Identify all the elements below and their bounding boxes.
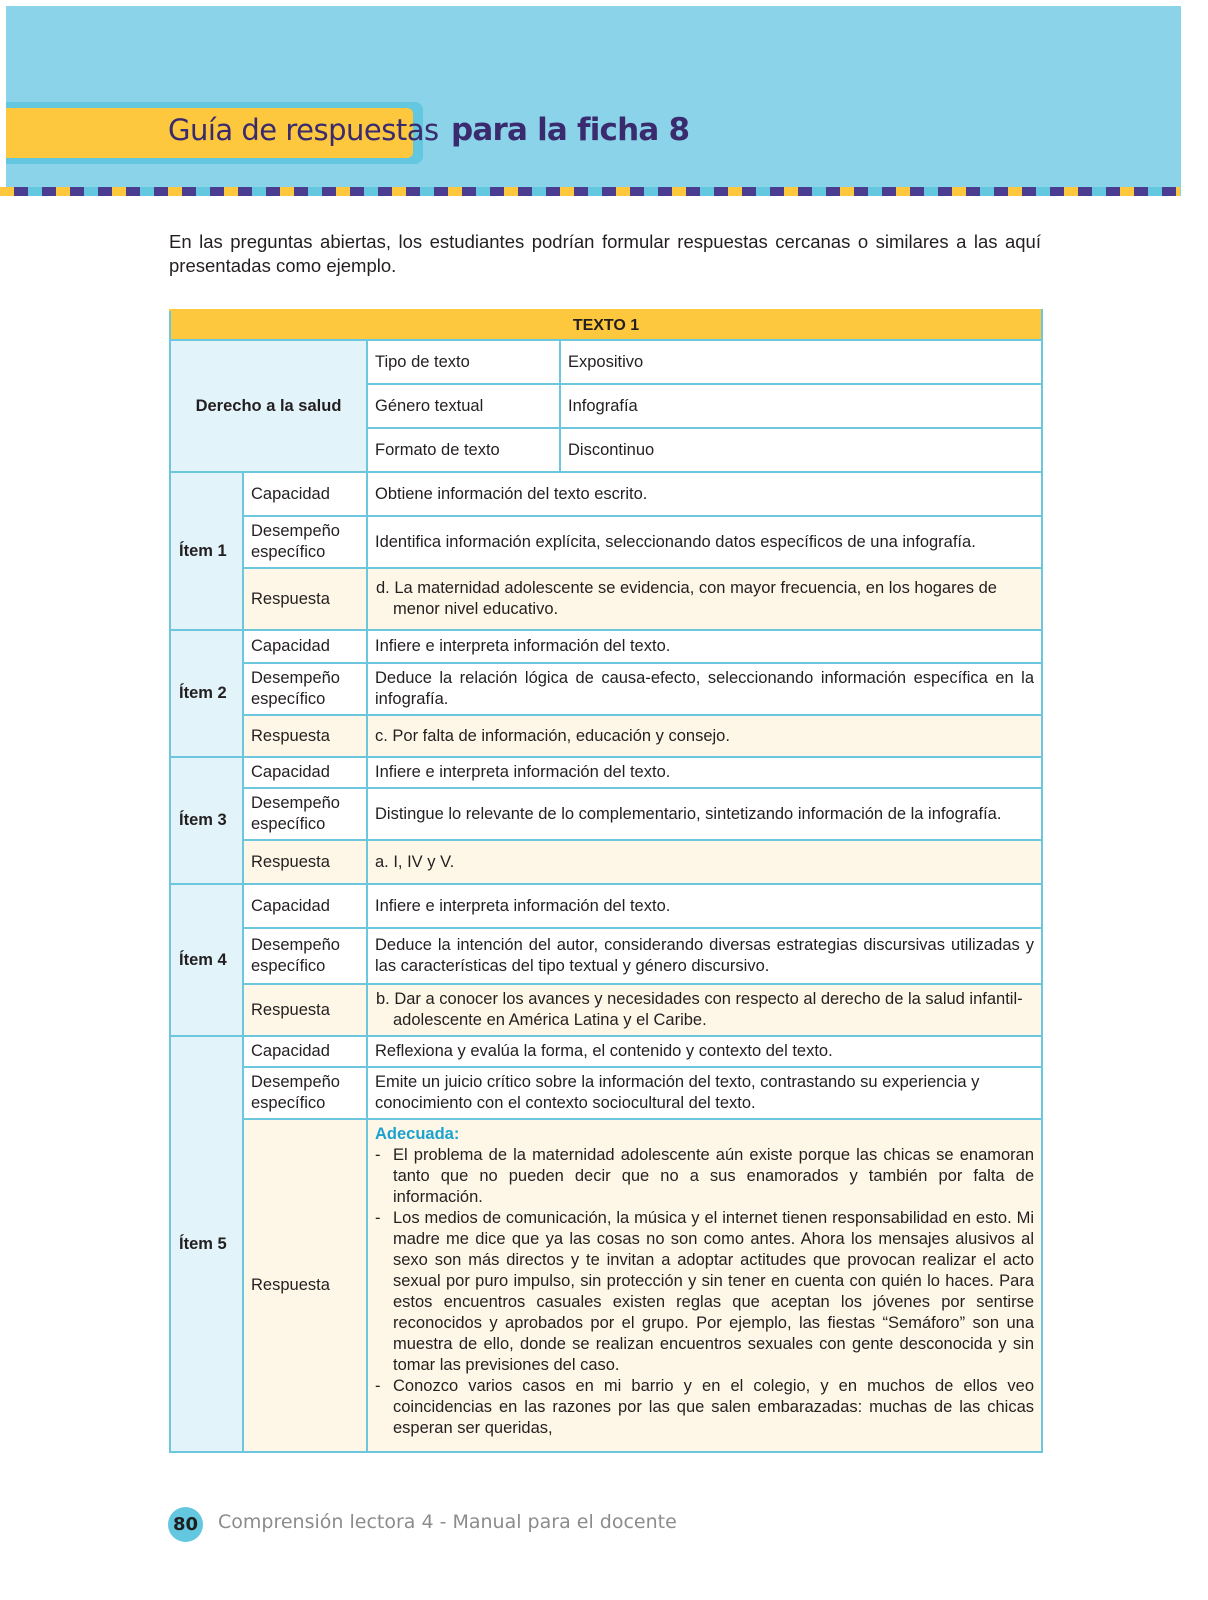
respuesta-text: c. Por falta de información, educación y consejo. — [367, 715, 1042, 757]
desempeno-row — [170, 516, 1042, 568]
row-label: Respuesta — [243, 840, 367, 884]
footer-text: Comprensión lectora 4 - Manual para el docente — [218, 1511, 677, 1533]
adecuada-heading: Adecuada: — [375, 1125, 460, 1143]
header-banner — [6, 6, 1181, 196]
dash-bullet-icon: - — [375, 1377, 381, 1395]
item-label: Ítem 2 — [170, 630, 243, 757]
row-label: Capacidad — [243, 884, 367, 928]
meta-row — [170, 340, 1042, 384]
row-label: Desempeño específico — [243, 928, 367, 984]
answer-bullet-text: El problema de la maternidad adolescente aún existe porque las chicas se enamoran tanto que no pueden decir que no a sus enamorados y también por falta de información. — [393, 1146, 1035, 1206]
decorative-stripe — [0, 187, 1180, 196]
respuesta-row — [170, 1119, 1042, 1452]
meta-label: Género textual — [367, 384, 560, 428]
capacidad-text: Infiere e interpreta información del texto. — [367, 757, 1042, 788]
answer-bullet-list — [375, 1145, 1034, 1439]
dash-bullet-icon: - — [375, 1146, 381, 1164]
intro-paragraph: En las preguntas abiertas, los estudiantes podrían formular respuestas cercanas o similares a las aquí presentadas como ejemplo. — [169, 231, 1041, 276]
desempeno-text: Emite un juicio crítico sobre la información del texto, contrastando su experiencia y conocimiento con el contexto sociocultural del texto. — [367, 1067, 1042, 1119]
row-label: Desempeño específico — [243, 516, 367, 568]
desempeno-text: Identifica información explícita, seleccionando datos específicos de una infografía. — [367, 516, 1042, 568]
item-label: Ítem 4 — [170, 884, 243, 1036]
capacidad-text: Obtiene información del texto escrito. — [367, 472, 1042, 516]
answer-bullet — [375, 1376, 1034, 1439]
respuesta-row — [170, 715, 1042, 757]
page-number: 80 — [168, 1507, 203, 1542]
row-label: Desempeño específico — [243, 663, 367, 715]
capacidad-row — [170, 630, 1042, 663]
guide-title: Guía de respuestas — [168, 113, 439, 147]
capacidad-row — [170, 1036, 1042, 1067]
answer-bullet — [375, 1145, 1034, 1208]
respuesta-text: b. Dar a conocer los avances y necesidades con respecto al derecho de la salud infantil-adolescente en América Latina y el Caribe. — [367, 984, 1042, 1036]
desempeno-text: Distingue lo relevante de lo complementario, sintetizando información de la infografía. — [367, 788, 1042, 840]
row-label: Desempeño específico — [243, 788, 367, 840]
meta-value: Expositivo — [560, 340, 1042, 384]
desempeno-text: Deduce la relación lógica de causa-efecto, seleccionando información específica en la infografía. — [367, 663, 1042, 715]
item-label: Ítem 1 — [170, 472, 243, 630]
respuesta-row — [170, 568, 1042, 630]
respuesta-cell — [367, 1119, 1042, 1452]
meta-value: Infografía — [560, 384, 1042, 428]
row-label: Capacidad — [243, 630, 367, 663]
respuesta-text: d. La maternidad adolescente se evidencia, con mayor frecuencia, en los hogares de menor nivel educativo. — [367, 568, 1042, 630]
respuesta-text: a. I, IV y V. — [367, 840, 1042, 884]
capacidad-row — [170, 884, 1042, 928]
capacidad-row — [170, 757, 1042, 788]
respuesta-row — [170, 840, 1042, 884]
capacidad-text: Infiere e interpreta información del texto. — [367, 884, 1042, 928]
answer-bullet — [375, 1208, 1034, 1376]
dash-bullet-icon: - — [375, 1209, 381, 1227]
meta-value: Discontinuo — [560, 428, 1042, 472]
row-label: Respuesta — [243, 715, 367, 757]
topic-cell: Derecho a la salud — [170, 340, 367, 472]
row-label: Respuesta — [243, 568, 367, 630]
desempeno-row — [170, 928, 1042, 984]
row-label: Capacidad — [243, 1036, 367, 1067]
capacidad-text: Infiere e interpreta información del texto. — [367, 630, 1042, 663]
desempeno-text: Deduce la intención del autor, considerando diversas estrategias discursivas utilizadas y las características del tipo textual y género discursivo. — [367, 928, 1042, 984]
capacidad-text: Reflexiona y evalúa la forma, el contenido y contexto del texto. — [367, 1036, 1042, 1067]
meta-label: Formato de texto — [367, 428, 560, 472]
table-title-row — [170, 310, 1042, 340]
desempeno-row — [170, 663, 1042, 715]
desempeno-row — [170, 1067, 1042, 1119]
respuesta-row — [170, 984, 1042, 1036]
item-label: Ítem 3 — [170, 757, 243, 884]
item-label: Ítem 5 — [170, 1036, 243, 1452]
row-label: Desempeño específico — [243, 1067, 367, 1119]
table-title: TEXTO 1 — [170, 310, 1042, 340]
row-label: Capacidad — [243, 472, 367, 516]
answer-bullet-text: Los medios de comunicación, la música y el internet tienen responsabilidad en esto. Mi madre me dice que ya las cosas no son como antes. Ahora los mensajes alusivos al sexo son más directos y te invitan a adoptar actitudes que provocan realizar el acto sexual por puro impulso, sin protección y sin tener en cuenta con quién lo haces. Para estos encuentros casuales existen reglas que aceptan los jóvenes por sentirse reconocidos y aprobados por el grupo. Por ejemplo, las fiestas “Semáforo” son una muestra de ello, donde se realizan encuentros sexuales con gente desconocida y sin tomar las previsiones del caso. — [393, 1209, 1035, 1374]
answer-table — [169, 309, 1043, 1453]
row-label: Respuesta — [243, 984, 367, 1036]
answer-bullet-text: Conozco varios casos en mi barrio y en el colegio, y en muchos de ellos veo coincidencias en las razones por las que salen embarazadas: muchas de las chicas esperan ser queridas, — [393, 1377, 1035, 1437]
row-label: Capacidad — [243, 757, 367, 788]
desempeno-row — [170, 788, 1042, 840]
meta-label: Tipo de texto — [367, 340, 560, 384]
capacidad-row — [170, 472, 1042, 516]
guide-subtitle: para la ficha 8 — [451, 112, 690, 148]
row-label: Respuesta — [243, 1119, 367, 1452]
